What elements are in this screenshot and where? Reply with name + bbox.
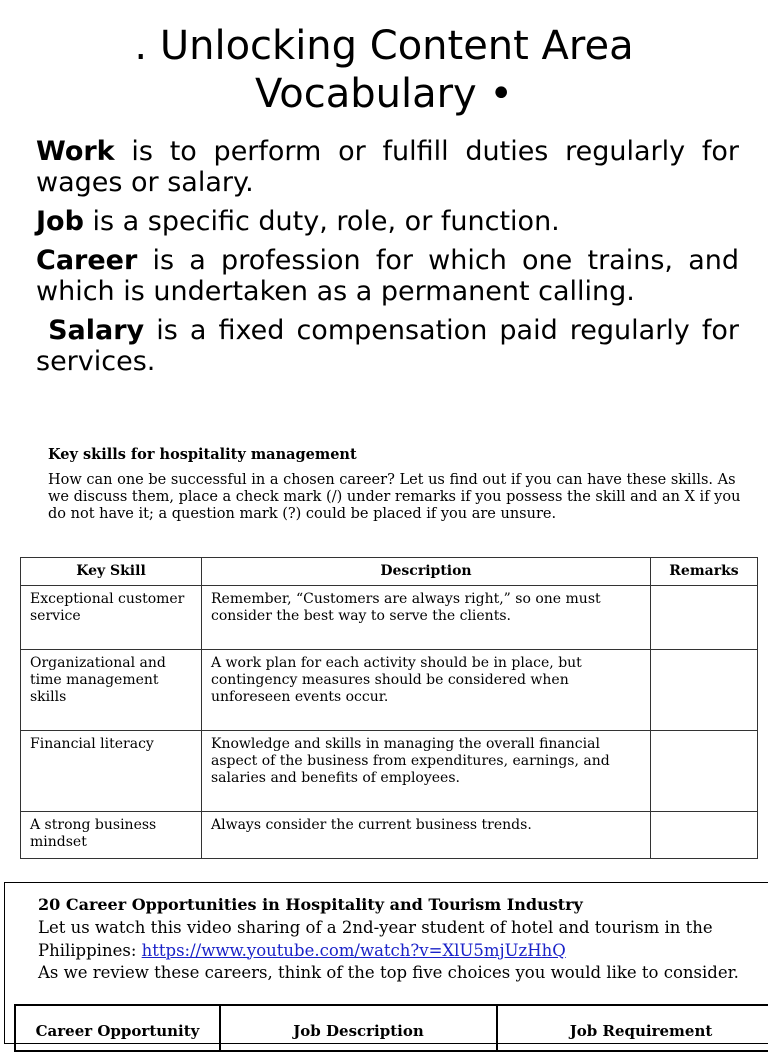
- video-intro-text: Let us watch this video sharing of a 2nd-year student of hotel and tourism in the Philippines:: [38, 918, 713, 960]
- column-header: Job Description: [220, 1005, 497, 1051]
- term: Career: [36, 245, 138, 276]
- definition-work: [36, 136, 739, 198]
- career-opportunities-heading: 20 Career Opportunities in Hospitality and Tourism Industry: [38, 895, 583, 914]
- description-cell: Knowledge and skills in managing the overall financial aspect of the business from expenditures, earnings, and salaries and benefits of employees.: [202, 731, 651, 812]
- table-header-row: [15, 1005, 768, 1051]
- career-opportunities-text: [38, 917, 758, 985]
- title-line-2: Vocabulary •: [254, 71, 514, 117]
- description-cell: Remember, “Customers are always right,” so one must consider the best way to serve the clients.: [202, 586, 651, 650]
- key-skills-heading: Key skills for hospitality management: [48, 446, 357, 463]
- term: Job: [36, 206, 84, 237]
- video-link[interactable]: https://www.youtube.com/watch?v=XlU5mjUzHhQ: [141, 940, 566, 960]
- column-header: Job Requirement: [497, 1005, 768, 1051]
- definitions-list: [36, 136, 739, 385]
- remarks-cell: [651, 650, 758, 731]
- key-skills-table: [20, 557, 758, 859]
- column-header: Career Opportunity: [15, 1005, 220, 1051]
- definition-text: is to perform or fulfill duties regularly for wages or salary.: [36, 136, 739, 198]
- description-cell: Always consider the current business trends.: [202, 812, 651, 859]
- skill-cell: Exceptional customer service: [21, 586, 202, 650]
- table-header-row: [21, 558, 758, 586]
- column-header: Key Skill: [21, 558, 202, 586]
- description-cell: A work plan for each activity should be in place, but contingency measures should be considered when unforeseen events occur.: [202, 650, 651, 731]
- definition-text: is a profession for which one trains, and which is undertaken as a permanent calling.: [36, 245, 739, 307]
- remarks-cell: [651, 812, 758, 859]
- table-row: [21, 731, 758, 812]
- title-line-1: . Unlocking Content Area: [134, 23, 634, 69]
- term: Salary: [48, 315, 145, 346]
- review-instruction-text: As we review these careers, think of the top five choices you would like to consider.: [38, 963, 739, 982]
- skill-cell: Organizational and time management skills: [21, 650, 202, 731]
- skill-cell: A strong business mindset: [21, 812, 202, 859]
- definition-career: [36, 245, 739, 307]
- skill-cell: Financial literacy: [21, 731, 202, 812]
- table-row: [21, 812, 758, 859]
- remarks-cell: [651, 731, 758, 812]
- table-row: [21, 650, 758, 731]
- definition-job: [36, 206, 739, 237]
- remarks-cell: [651, 586, 758, 650]
- definition-text: is a fixed compensation paid regularly for services.: [36, 315, 739, 377]
- table-row: [21, 586, 758, 650]
- column-header: Description: [202, 558, 651, 586]
- key-skills-intro: How can one be successful in a chosen career? Let us find out if you can have these skills. As we discuss them, place a check mark (/) under remarks if you possess the skill and an X if you do not have it; a question mark (?) could be placed if you are unsure.: [48, 472, 741, 522]
- definition-salary: [36, 315, 739, 377]
- career-opportunities-table: [14, 1004, 768, 1052]
- column-header: Remarks: [651, 558, 758, 586]
- page-title: [0, 22, 768, 118]
- definition-text: is a specific duty, role, or function.: [83, 206, 560, 237]
- term: Work: [36, 136, 115, 167]
